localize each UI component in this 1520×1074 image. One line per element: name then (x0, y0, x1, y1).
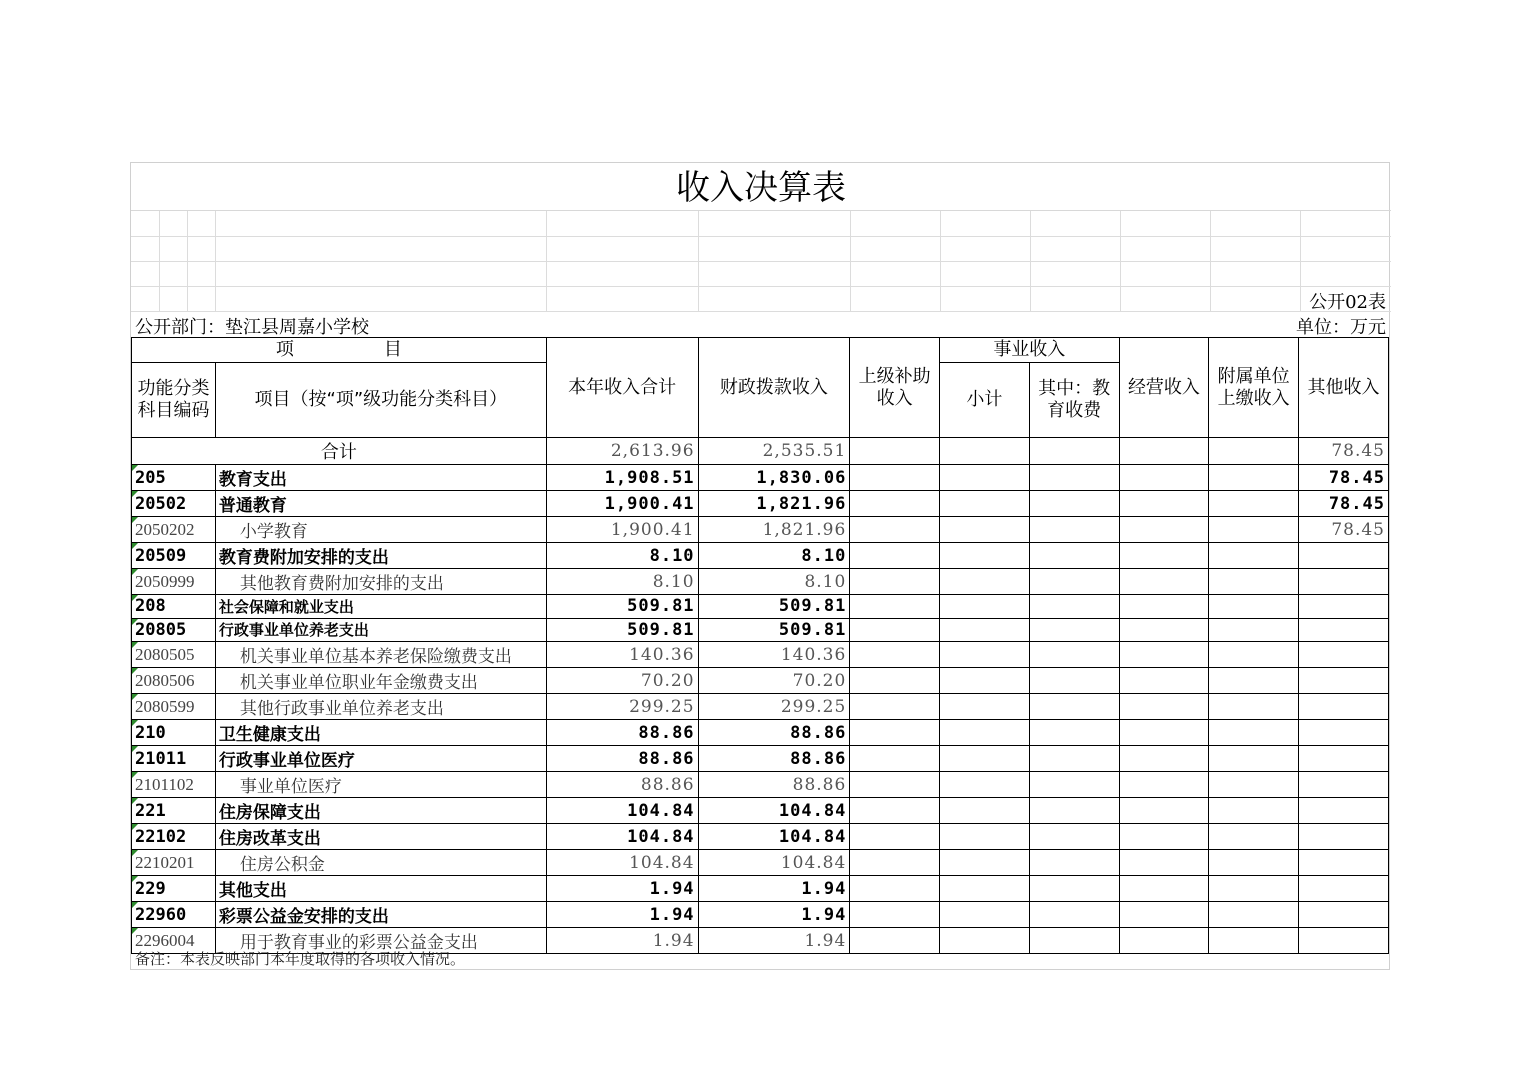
table-cell (1029, 618, 1119, 642)
row-fiscal: 1,830.06 (698, 465, 850, 491)
row-name: 住房保障支出 (215, 798, 546, 824)
grid-line (1210, 211, 1211, 311)
grid-line (850, 211, 851, 311)
table-row (132, 642, 1389, 668)
table-cell (1029, 491, 1119, 517)
row-total: 1,908.51 (546, 465, 698, 491)
table-cell (1119, 595, 1209, 619)
grid-line (1300, 211, 1301, 311)
table-cell (1209, 798, 1299, 824)
row-fiscal: 299.25 (698, 694, 850, 720)
grid-line (131, 311, 1391, 312)
table-row (132, 824, 1389, 850)
total-amount: 2,613.96 (546, 438, 698, 465)
table-cell (940, 491, 1030, 517)
row-name: 社会保障和就业支出 (215, 595, 546, 619)
cell-marker-icon (132, 668, 138, 674)
row-total: 88.86 (546, 772, 698, 798)
cell-marker-icon (132, 517, 138, 523)
grid-line (159, 211, 160, 311)
row-fiscal: 1.94 (698, 902, 850, 928)
cell-marker-icon (132, 465, 138, 471)
table-cell (1119, 491, 1209, 517)
table-cell (1029, 772, 1119, 798)
table-cell (940, 746, 1030, 772)
row-name: 其他教育费附加安排的支出 (215, 569, 546, 595)
table-cell (1119, 876, 1209, 902)
table-cell (1029, 850, 1119, 876)
cell-marker-icon (132, 619, 138, 625)
row-fiscal: 88.86 (698, 772, 850, 798)
table-cell (1209, 642, 1299, 668)
table-cell (940, 694, 1030, 720)
row-other (1299, 543, 1389, 569)
table-cell (1209, 694, 1299, 720)
table-row (132, 902, 1389, 928)
row-name: 机关事业单位职业年金缴费支出 (215, 668, 546, 694)
row-fiscal: 104.84 (698, 798, 850, 824)
row-total: 1.94 (546, 902, 698, 928)
table-cell (850, 569, 940, 595)
grid-line (131, 261, 1391, 262)
row-other (1299, 876, 1389, 902)
table-cell (1209, 569, 1299, 595)
row-total: 104.84 (546, 850, 698, 876)
row-total: 509.81 (546, 595, 698, 619)
table-cell (940, 517, 1030, 543)
table-cell (850, 491, 940, 517)
table-cell (1119, 824, 1209, 850)
table-cell (1029, 694, 1119, 720)
table-row (132, 543, 1389, 569)
cell-marker-icon (132, 798, 138, 804)
row-fiscal: 104.84 (698, 824, 850, 850)
table-cell (1119, 543, 1209, 569)
row-other (1299, 798, 1389, 824)
row-name: 小学教育 (215, 517, 546, 543)
table-cell (850, 694, 940, 720)
row-name: 行政事业单位养老支出 (215, 618, 546, 642)
row-name: 住房改革支出 (215, 824, 546, 850)
unit-label: 单位：万元 (1296, 317, 1386, 338)
cell-marker-icon (132, 642, 138, 648)
table-row (132, 668, 1389, 694)
header-edu-fee: 其中：教育收费 (1029, 363, 1119, 438)
row-other: 78.45 (1299, 491, 1389, 517)
row-fiscal: 88.86 (698, 720, 850, 746)
cell-marker-icon (132, 902, 138, 908)
row-total: 88.86 (546, 720, 698, 746)
cell-marker-icon (132, 595, 138, 601)
row-name: 卫生健康支出 (215, 720, 546, 746)
row-name: 其他支出 (215, 876, 546, 902)
table-cell (1119, 746, 1209, 772)
row-code: 208 (132, 595, 216, 619)
table-cell (850, 902, 940, 928)
table-cell (1029, 928, 1119, 954)
row-code: 2080599 (132, 694, 216, 720)
table-cell (1029, 438, 1119, 465)
row-total: 104.84 (546, 824, 698, 850)
grid-line (215, 211, 216, 311)
table-cell (1209, 465, 1299, 491)
row-fiscal: 88.86 (698, 746, 850, 772)
table-cell (1029, 569, 1119, 595)
row-code: 2080506 (132, 668, 216, 694)
table-cell (1209, 850, 1299, 876)
header-superior: 上级补助收入 (850, 338, 940, 438)
row-fiscal: 1.94 (698, 928, 850, 954)
table-cell (1209, 720, 1299, 746)
cell-marker-icon (132, 569, 138, 575)
table-cell (1119, 569, 1209, 595)
row-code: 2050999 (132, 569, 216, 595)
row-total: 88.86 (546, 746, 698, 772)
row-name: 事业单位医疗 (215, 772, 546, 798)
table-row (132, 694, 1389, 720)
table-cell (940, 465, 1030, 491)
row-code: 20805 (132, 618, 216, 642)
table-cell (850, 595, 940, 619)
table-cell (940, 569, 1030, 595)
table-cell (850, 850, 940, 876)
row-other (1299, 772, 1389, 798)
table-cell (1209, 438, 1299, 465)
cell-marker-icon (132, 928, 138, 934)
table-cell (850, 618, 940, 642)
table-cell (1029, 798, 1119, 824)
row-other (1299, 569, 1389, 595)
grid-line (1030, 211, 1031, 311)
row-code: 210 (132, 720, 216, 746)
table-cell (1029, 668, 1119, 694)
table-cell (1209, 928, 1299, 954)
total-other: 78.45 (1299, 438, 1389, 465)
table-cell (1119, 465, 1209, 491)
table-cell (1119, 902, 1209, 928)
table-cell (1209, 543, 1299, 569)
table-cell (1209, 824, 1299, 850)
table-cell (850, 517, 940, 543)
table-cell (1119, 798, 1209, 824)
cell-marker-icon (132, 746, 138, 752)
table-cell (1209, 491, 1299, 517)
table-cell (940, 642, 1030, 668)
table-code: 公开02表 (1309, 292, 1386, 313)
row-name: 普通教育 (215, 491, 546, 517)
row-total: 8.10 (546, 569, 698, 595)
row-other (1299, 642, 1389, 668)
table-cell (1119, 668, 1209, 694)
table-cell (850, 824, 940, 850)
cell-marker-icon (132, 876, 138, 882)
table-cell (940, 902, 1030, 928)
header-affiliated: 附属单位上缴收入 (1209, 338, 1299, 438)
header-subtotal: 小计 (940, 363, 1030, 438)
table-cell (1119, 694, 1209, 720)
table-cell (1029, 876, 1119, 902)
table-cell (940, 543, 1030, 569)
table-row (132, 618, 1389, 642)
row-other (1299, 618, 1389, 642)
table-row (132, 569, 1389, 595)
total-fiscal: 2,535.51 (698, 438, 850, 465)
header-other: 其他收入 (1299, 338, 1389, 438)
table-cell (850, 746, 940, 772)
row-name: 教育支出 (215, 465, 546, 491)
grid-line (546, 211, 547, 311)
cell-marker-icon (132, 543, 138, 549)
table-cell (1119, 850, 1209, 876)
row-code: 20509 (132, 543, 216, 569)
row-other (1299, 746, 1389, 772)
row-code: 2296004 (132, 928, 216, 954)
row-fiscal: 8.10 (698, 543, 850, 569)
row-total: 104.84 (546, 798, 698, 824)
table-row (132, 465, 1389, 491)
row-fiscal: 1,821.96 (698, 491, 850, 517)
row-code: 205 (132, 465, 216, 491)
row-fiscal: 1,821.96 (698, 517, 850, 543)
table-cell (940, 928, 1030, 954)
table-cell (940, 618, 1030, 642)
table-cell (1119, 618, 1209, 642)
row-name: 其他行政事业单位养老支出 (215, 694, 546, 720)
total-label: 合计 (132, 438, 547, 465)
row-fiscal: 140.36 (698, 642, 850, 668)
table-cell (1209, 618, 1299, 642)
row-other (1299, 595, 1389, 619)
total-row (132, 438, 1389, 465)
row-code: 20502 (132, 491, 216, 517)
table-cell (1209, 772, 1299, 798)
grid-line (131, 236, 1391, 237)
footnote: 备注：本表反映部门本年度取得的各项收入情况。 (135, 950, 466, 968)
row-name: 用于教育事业的彩票公益金支出 (215, 928, 546, 954)
table-cell (850, 465, 940, 491)
table-cell (850, 798, 940, 824)
table-cell (1029, 517, 1119, 543)
row-other (1299, 824, 1389, 850)
header-item-group: 项 目 (132, 338, 547, 363)
row-total: 509.81 (546, 618, 698, 642)
header-operating: 经营收入 (1119, 338, 1209, 438)
row-total: 1.94 (546, 876, 698, 902)
table-cell (940, 876, 1030, 902)
grid-line (187, 211, 188, 311)
table-cell (1119, 928, 1209, 954)
row-code: 21011 (132, 746, 216, 772)
table-cell (1029, 746, 1119, 772)
spreadsheet (130, 162, 1390, 970)
row-total: 140.36 (546, 642, 698, 668)
table-cell (850, 928, 940, 954)
table-cell (850, 543, 940, 569)
table-cell (850, 642, 940, 668)
table-cell (940, 850, 1030, 876)
row-code: 22102 (132, 824, 216, 850)
table-row (132, 850, 1389, 876)
cell-marker-icon (132, 491, 138, 497)
table-cell (1209, 876, 1299, 902)
table-cell (1029, 642, 1119, 668)
table-row (132, 517, 1389, 543)
table-cell (1119, 517, 1209, 543)
header-total: 本年收入合计 (546, 338, 698, 438)
cell-marker-icon (132, 824, 138, 830)
row-fiscal: 104.84 (698, 850, 850, 876)
header-name: 项目（按“项”级功能分类科目） (215, 363, 546, 438)
header-business-group: 事业收入 (940, 338, 1120, 363)
header-code: 功能分类科目编码 (132, 363, 216, 438)
row-other (1299, 928, 1389, 954)
table-cell (1029, 902, 1119, 928)
row-fiscal: 509.81 (698, 595, 850, 619)
row-total: 8.10 (546, 543, 698, 569)
row-code: 2080505 (132, 642, 216, 668)
cell-marker-icon (132, 850, 138, 856)
row-name: 教育费附加安排的支出 (215, 543, 546, 569)
row-total: 1,900.41 (546, 491, 698, 517)
row-name: 彩票公益金安排的支出 (215, 902, 546, 928)
table-cell (850, 876, 940, 902)
table-cell (1119, 642, 1209, 668)
grid-line (940, 211, 941, 311)
table-cell (1209, 595, 1299, 619)
row-other (1299, 850, 1389, 876)
row-name: 机关事业单位基本养老保险缴费支出 (215, 642, 546, 668)
row-code: 229 (132, 876, 216, 902)
row-total: 70.20 (546, 668, 698, 694)
table-cell (1209, 902, 1299, 928)
table-row (132, 798, 1389, 824)
table-cell (940, 720, 1030, 746)
income-table (131, 337, 1389, 954)
table-cell (940, 772, 1030, 798)
row-other (1299, 694, 1389, 720)
table-cell (1029, 720, 1119, 746)
row-fiscal: 1.94 (698, 876, 850, 902)
table-cell (1209, 746, 1299, 772)
grid-line (1120, 211, 1121, 311)
cell-marker-icon (132, 772, 138, 778)
table-row (132, 876, 1389, 902)
page-title: 收入决算表 (131, 163, 1391, 211)
table-row (132, 720, 1389, 746)
table-cell (850, 772, 940, 798)
table-cell (1029, 465, 1119, 491)
table-row (132, 746, 1389, 772)
table-cell (1119, 720, 1209, 746)
table-cell (1209, 517, 1299, 543)
table-cell (1119, 438, 1209, 465)
table-cell (940, 595, 1030, 619)
header-fiscal: 财政拨款收入 (698, 338, 850, 438)
table-row (132, 595, 1389, 619)
row-code: 2101102 (132, 772, 216, 798)
row-total: 1,900.41 (546, 517, 698, 543)
table-cell (940, 438, 1030, 465)
department-label: 公开部门：垫江县周嘉小学校 (135, 317, 369, 338)
row-other (1299, 902, 1389, 928)
table-cell (1209, 668, 1299, 694)
table-cell (850, 668, 940, 694)
row-fiscal: 70.20 (698, 668, 850, 694)
table-cell (850, 720, 940, 746)
table-row (132, 491, 1389, 517)
grid-line (131, 286, 1391, 287)
row-total: 299.25 (546, 694, 698, 720)
row-code: 221 (132, 798, 216, 824)
row-other (1299, 720, 1389, 746)
row-code: 2050202 (132, 517, 216, 543)
table-cell (850, 438, 940, 465)
row-code: 22960 (132, 902, 216, 928)
row-other: 78.45 (1299, 517, 1389, 543)
table-cell (1029, 595, 1119, 619)
row-other (1299, 668, 1389, 694)
table-cell (1119, 772, 1209, 798)
cell-marker-icon (132, 694, 138, 700)
table-cell (940, 824, 1030, 850)
row-name: 住房公积金 (215, 850, 546, 876)
table-row (132, 772, 1389, 798)
row-code: 2210201 (132, 850, 216, 876)
table-cell (940, 798, 1030, 824)
table-cell (1029, 543, 1119, 569)
row-fiscal: 509.81 (698, 618, 850, 642)
row-name: 行政事业单位医疗 (215, 746, 546, 772)
table-cell (940, 668, 1030, 694)
row-other: 78.45 (1299, 465, 1389, 491)
cell-marker-icon (132, 720, 138, 726)
grid-line (698, 211, 699, 311)
row-fiscal: 8.10 (698, 569, 850, 595)
row-total: 1.94 (546, 928, 698, 954)
table-cell (1029, 824, 1119, 850)
